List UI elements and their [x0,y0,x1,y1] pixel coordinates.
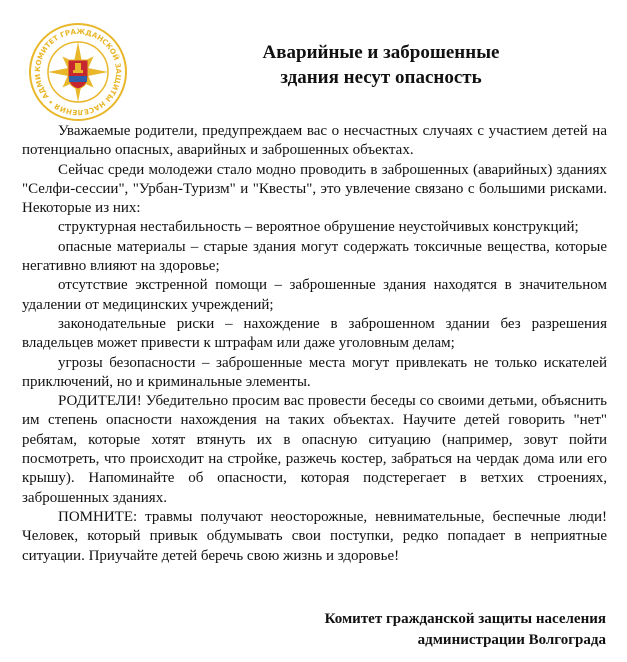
paragraph-intro: Уважаемые родители, предупреждаем вас о несчастных случаях с участием детей на потенциально опасных, аварийных и заброшенных объектах. [22,123,607,159]
risk-item-legal: законодательные риски – нахождение в заброшенном здании без разрешения владельцев может привести к штрафам или даже уголовным делам; [22,315,607,352]
paragraph-parents: РОДИТЕЛИ! Убедительно просим вас провести беседы со своими детьми, объяснить им степень опасности нахождения на таких объектах. Научите детей говорить "нет" ребятам, которые хотят втянуть их в опасную ситуацию (например, зовут пойти посмотреть, что происходит на стройке, разжечь костер, забраться на чердак дома или его крышу). Напоминайте об опасности, которая подстерегает в ветхих строениях, заброшенных зданиях. [22,393,607,506]
page-title [200,40,562,90]
emblem-graphic [28,22,128,122]
signature-line-2: администрации Волгограда [417,632,606,648]
risk-item-materials: опасные материалы – старые здания могут содержать токсичные вещества, которые негативно влияют на здоровье; [22,238,607,275]
risk-item-security: угрозы безопасности – заброшенные места могут привлекать не только искателей приключений, но и криминальные элементы. [22,354,607,390]
paragraph-trends: Сейчас среди молодежи стало модно проводить в заброшенных (аварийных) зданиях "Селфи-сессии", "Урбан-Туризм" и "Квесты", это увлечение связано с большими рисками. Некоторые из них: [22,161,607,217]
emblem-logo [28,22,128,122]
title-line-2: здания несут опасность [280,67,482,88]
emblem-ring-text: КОМИТЕТ ГРАЖДАНСКОЙ ЗАЩИТЫ НАСЕЛЕНИЯ • АДМИ [32,26,124,118]
document-body [22,122,607,566]
paragraph-remember: ПОМНИТЕ: травмы получают неосторожные, невнимательные, беспечные люди! Человек, который привык обдумывать свои поступки, редко попадает в неприятные ситуации. Приучайте детей беречь свою жизнь и здоровье! [22,508,607,564]
title-line-1: Аварийные и заброшенные [262,42,500,63]
signature-block [325,609,606,651]
signature-line-1: Комитет гражданской защиты населения [324,611,606,627]
risk-item-no-help: отсутствие экстренной помощи – заброшенные здания находятся в значительном удалении от медицинских учреждений; [22,277,607,313]
emblem-shield-icon [68,60,88,89]
risk-item-structural: структурная нестабильность – вероятное обрушение неустойчивых конструкций; [58,219,579,236]
